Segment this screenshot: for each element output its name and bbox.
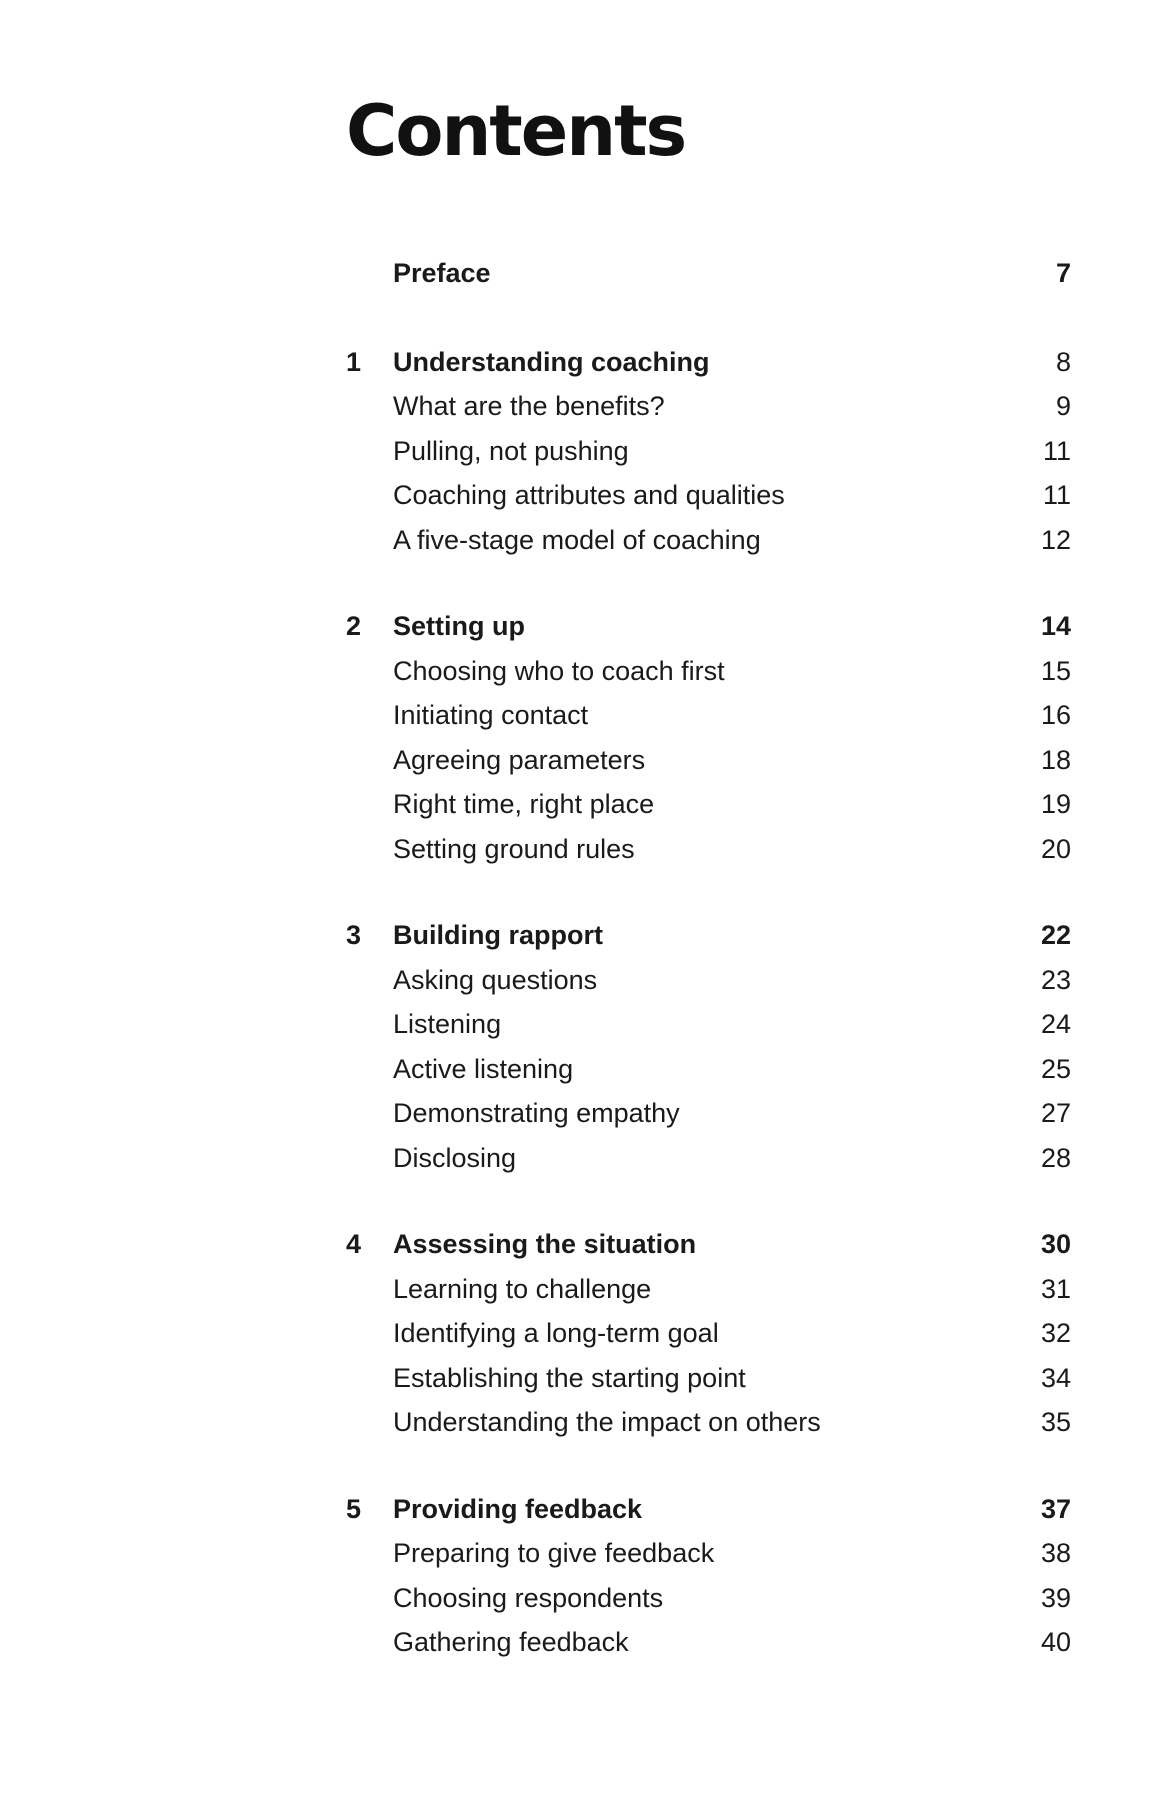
section-title: Demonstrating empathy <box>393 1098 680 1128</box>
toc-section-entry[interactable] <box>346 391 1071 436</box>
section-page-number: 40 <box>1040 1627 1071 1657</box>
section-page-number: 32 <box>1040 1318 1071 1348</box>
toc-section-entry[interactable] <box>346 1143 1071 1188</box>
section-title: Choosing who to coach first <box>393 655 725 686</box>
section-title: A five-stage model of coaching <box>393 524 761 555</box>
section-page-number: 11 <box>1042 435 1071 466</box>
toc-section-entry[interactable] <box>346 1318 1071 1363</box>
toc-section-entry[interactable] <box>346 1274 1071 1319</box>
section-page-number: 11 <box>1042 480 1071 510</box>
toc-section-entry[interactable] <box>346 1627 1071 1672</box>
chapter-title: Providing feedback <box>393 1493 643 1524</box>
section-page-number: 12 <box>1040 524 1071 555</box>
section-page-number: 16 <box>1040 700 1071 730</box>
section-page-number: 20 <box>1040 833 1071 864</box>
toc-chapter-heading[interactable] <box>346 611 1071 656</box>
section-page-number: 27 <box>1040 1098 1071 1128</box>
entry-title: Preface <box>393 258 491 288</box>
entry-page-number: 7 <box>1055 258 1071 288</box>
section-page-number: 25 <box>1040 1053 1071 1084</box>
toc-section-entry[interactable] <box>346 1583 1071 1628</box>
section-title: Agreeing parameters <box>393 744 646 775</box>
section-page-number: 24 <box>1040 1009 1071 1039</box>
toc-chapter-3 <box>346 920 1071 1187</box>
table-of-contents <box>346 258 1071 1714</box>
section-page-number: 23 <box>1040 964 1071 995</box>
toc-section-entry[interactable] <box>346 1009 1071 1054</box>
toc-section-entry[interactable] <box>346 1538 1071 1583</box>
chapter-title: Understanding coaching <box>393 346 710 377</box>
section-title: Choosing respondents <box>393 1582 664 1613</box>
toc-section-entry[interactable] <box>346 525 1071 570</box>
section-title: Establishing the starting point <box>393 1362 746 1393</box>
toc-section-entry[interactable] <box>346 1054 1071 1099</box>
section-title: Listening <box>393 1009 502 1039</box>
section-page-number: 28 <box>1040 1142 1071 1173</box>
chapter-title: Setting up <box>393 611 525 641</box>
section-title: Setting ground rules <box>393 833 635 864</box>
chapter-number: 3 <box>346 920 362 950</box>
toc-chapter-heading[interactable] <box>346 1229 1071 1274</box>
section-title: Right time, right place <box>393 789 655 819</box>
section-page-number: 15 <box>1040 655 1071 686</box>
toc-entry-preface[interactable] <box>346 258 1071 303</box>
chapter-page-number: 22 <box>1040 920 1071 950</box>
toc-section-entry[interactable] <box>346 700 1071 745</box>
section-title: Preparing to give feedback <box>393 1538 715 1568</box>
toc-chapter-heading[interactable] <box>346 347 1071 392</box>
chapter-number: 2 <box>346 611 362 641</box>
toc-section-entry[interactable] <box>346 789 1071 834</box>
section-page-number: 19 <box>1040 789 1071 819</box>
toc-section-entry[interactable] <box>346 436 1071 481</box>
chapter-number: 4 <box>346 1229 362 1259</box>
toc-section-entry[interactable] <box>346 656 1071 701</box>
section-page-number: 35 <box>1040 1407 1071 1437</box>
section-page-number: 9 <box>1055 391 1071 421</box>
toc-chapter-5 <box>346 1494 1071 1672</box>
toc-preface <box>346 258 1071 303</box>
toc-section-entry[interactable] <box>346 965 1071 1010</box>
toc-chapter-2 <box>346 611 1071 878</box>
section-page-number: 34 <box>1040 1362 1071 1393</box>
toc-section-entry[interactable] <box>346 1407 1071 1452</box>
toc-chapter-heading[interactable] <box>346 1494 1071 1539</box>
section-title: Disclosing <box>393 1142 517 1173</box>
section-title: What are the benefits? <box>393 391 665 421</box>
toc-chapter-1 <box>346 347 1071 570</box>
toc-section-entry[interactable] <box>346 1098 1071 1143</box>
toc-section-entry[interactable] <box>346 834 1071 879</box>
section-page-number: 18 <box>1040 744 1071 775</box>
section-title: Understanding the impact on others <box>393 1407 821 1437</box>
section-page-number: 39 <box>1040 1582 1071 1613</box>
chapter-title: Assessing the situation <box>393 1229 697 1259</box>
toc-section-entry[interactable] <box>346 480 1071 525</box>
chapter-number: 5 <box>346 1493 362 1524</box>
chapter-page-number: 37 <box>1040 1493 1071 1524</box>
section-title: Identifying a long-term goal <box>393 1318 719 1348</box>
section-title: Pulling, not pushing <box>393 435 629 466</box>
toc-chapter-heading[interactable] <box>346 920 1071 965</box>
section-title: Learning to challenge <box>393 1273 652 1304</box>
section-page-number: 38 <box>1040 1538 1071 1568</box>
chapter-page-number: 8 <box>1055 346 1071 377</box>
section-title: Coaching attributes and qualities <box>393 480 785 510</box>
section-title: Initiating contact <box>393 700 589 730</box>
chapter-number: 1 <box>346 346 362 377</box>
chapter-title: Building rapport <box>393 920 603 950</box>
section-title: Active listening <box>393 1053 574 1084</box>
section-page-number: 31 <box>1040 1273 1071 1304</box>
toc-section-entry[interactable] <box>346 745 1071 790</box>
toc-chapter-4 <box>346 1229 1071 1452</box>
page-title: Contents <box>346 90 686 172</box>
chapter-page-number: 14 <box>1040 611 1071 641</box>
section-title: Asking questions <box>393 964 598 995</box>
section-title: Gathering feedback <box>393 1627 629 1657</box>
chapter-page-number: 30 <box>1040 1229 1071 1259</box>
toc-section-entry[interactable] <box>346 1363 1071 1408</box>
